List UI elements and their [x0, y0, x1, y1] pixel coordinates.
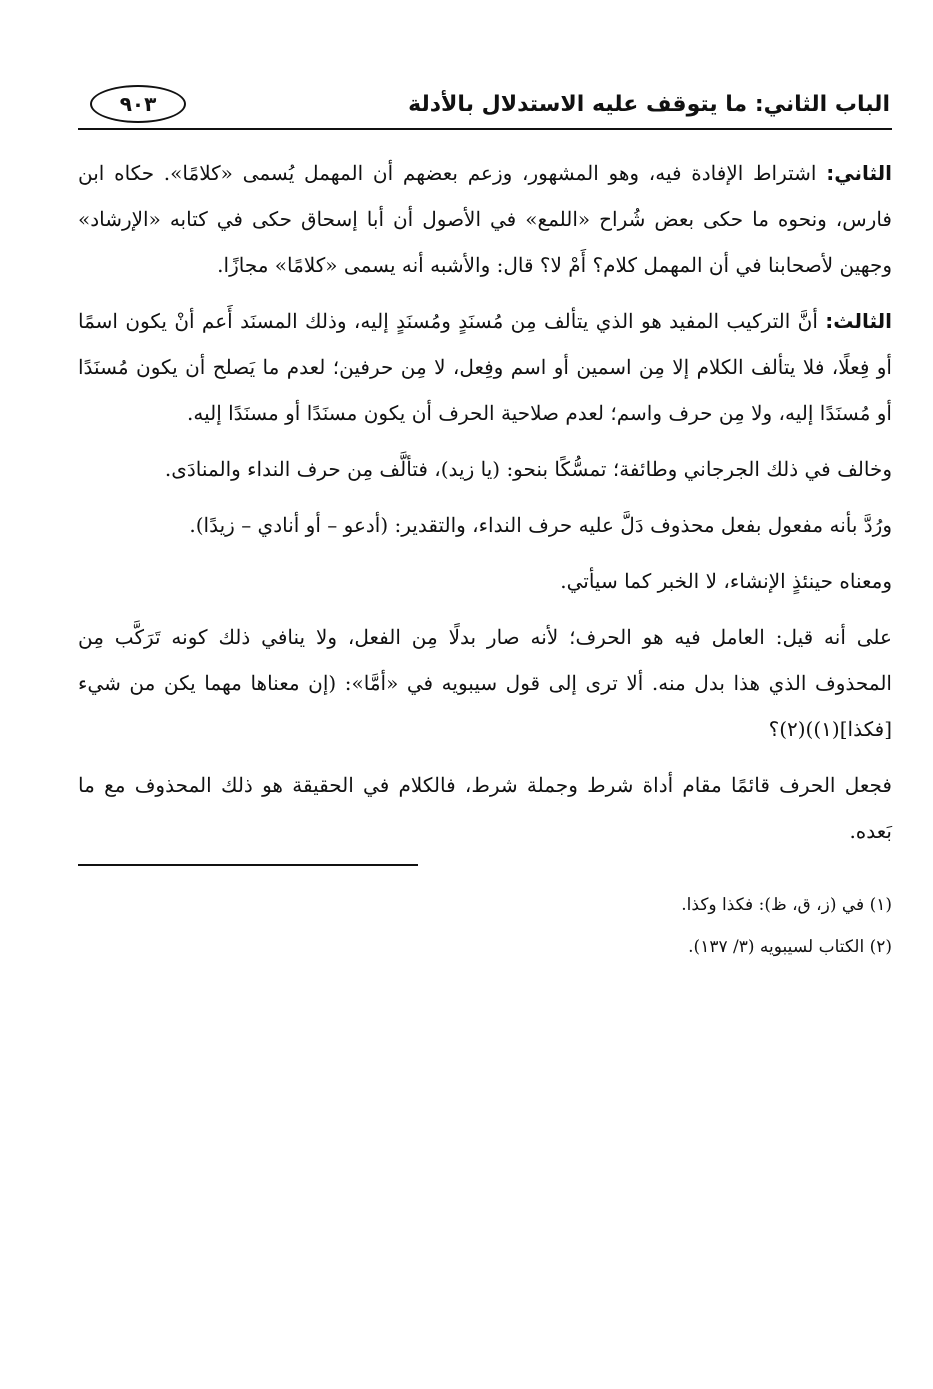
page-header — [78, 78, 892, 130]
book-page — [78, 78, 892, 1338]
paragraph-text: ورُدَّ بأنه مفعول بفعل محذوف دَلَّ عليه حرف النداء، والتقدير: (أدعو – أو أنادي – زيدًا). — [189, 513, 892, 537]
paragraph-text: أنَّ التركيب المفيد هو الذي يتألف مِن مُسنَدٍ ومُسنَدٍ إليه، وذلك المسنَد أَعم أنْ يكون اسمًا أو فِعلًا، فلا يتألف الكلام إلا مِن اسمين أو اسم وفِعل، لا مِن حرفين؛ لعدم ما يَصلح أن يكون مُسنَدًا أو مُسنَدًا إليه، ولا مِن حرف واسم؛ لعدم صلاحية الحرف أن يكون مسنَدًا أو مسنَدًا إليه. — [78, 309, 892, 425]
paragraph-text: فجعل الحرف قائمًا مقام أداة شرط وجملة شرط، فالكلام في الحقيقة هو ذلك المحذوف مع ما بَعده. — [78, 773, 892, 843]
paragraph — [78, 446, 892, 492]
paragraph-text: ومعناه حينئذٍ الإنشاء، لا الخبر كما سيأتي. — [560, 569, 892, 593]
paragraph — [78, 558, 892, 604]
paragraph-text: وخالف في ذلك الجرجاني وطائفة؛ تمسُّكًا بنحو: (يا زيد)، فتألَّف مِن حرف النداء والمنادَى. — [164, 457, 892, 481]
page-number-oval — [90, 85, 186, 123]
paragraph — [78, 762, 892, 854]
footnotes — [78, 884, 892, 968]
paragraph — [78, 150, 892, 288]
footnote: (١) في (ز، ق، ظ): فكذا وكذا. — [681, 895, 892, 915]
main-text — [78, 150, 892, 854]
paragraph — [78, 614, 892, 752]
running-title: الباب الثاني: ما يتوقف عليه الاستدلال بالأدلة — [408, 91, 890, 117]
page-number: ٩٠٣ — [119, 92, 157, 116]
paragraph-lead: الثاني: — [826, 161, 892, 185]
paragraph — [78, 298, 892, 436]
paragraph-text: اشتراط الإفادة فيه، وهو المشهور، وزعم بعضهم أن المهمل يُسمى «كلامًا». حكاه ابن فارس، ونحوه ما حكى بعض شُراح «اللمع» في الأصول أن أبا إسحاق حكى في كتابه «الإرشاد» وجهين لأصحابنا في أن المهمل كلام؟ أَمْ لا؟ قال: والأشبه أنه يسمى «كلامًا» مجازًا. — [78, 161, 892, 277]
paragraph — [78, 502, 892, 548]
footnote-separator — [78, 864, 418, 866]
paragraph-lead: الثالث: — [825, 309, 892, 333]
paragraph-text: على أنه قيل: العامل فيه هو الحرف؛ لأنه صار بدلًا مِن الفعل، ولا ينافي ذلك كونه تَرَكَّب مِن المحذوف الذي هذا بدل منه. ألا ترى إلى قول سيبويه في «أمَّا»: (إن معناها مهما يكن من شيء [فكذا](١))(٢)؟ — [78, 625, 892, 741]
header-rule — [78, 128, 892, 130]
footnote: (٢) الكتاب لسيبويه (٣/ ١٣٧). — [688, 937, 892, 957]
